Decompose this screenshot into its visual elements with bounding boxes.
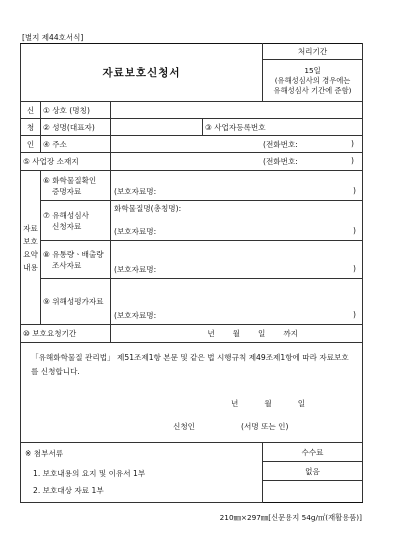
summary-item-label-4 bbox=[41, 279, 111, 325]
workplace-phone-label: (전화번호: bbox=[263, 157, 298, 166]
signature-label: (서명 또는 인) bbox=[241, 422, 289, 431]
processing-period-days: 15일 bbox=[304, 65, 321, 75]
protection-period-label: ⑩ 보호요청기간 bbox=[21, 325, 111, 343]
processing-period-value bbox=[263, 60, 363, 102]
summary-item-2-line2: 신청자료 bbox=[52, 221, 82, 231]
declaration-year: 년 bbox=[231, 399, 239, 408]
applicant-side-1: 신 bbox=[21, 102, 41, 119]
summary-side-4: 내용 bbox=[23, 262, 38, 272]
summary-item-1-data-name: (보호자료명: bbox=[114, 187, 157, 196]
summary-item-4-close: ) bbox=[353, 310, 357, 319]
summary-item-4-data-name: (보호자료명: bbox=[114, 311, 157, 320]
summary-item-1-line1: ⑥ 화학물질확인 bbox=[43, 175, 97, 185]
protection-period-until: 까지 bbox=[283, 329, 299, 338]
declaration-date[interactable] bbox=[231, 398, 305, 409]
trade-name-field[interactable] bbox=[111, 102, 363, 119]
address-phone-close: ) bbox=[351, 138, 355, 148]
protection-period-field[interactable] bbox=[111, 325, 363, 343]
fee-value: 없음 bbox=[263, 462, 363, 481]
processing-period-label: 처리기간 bbox=[263, 44, 363, 60]
summary-side-2: 보호 bbox=[23, 236, 38, 246]
summary-item-label-3 bbox=[41, 241, 111, 279]
applicant-label: 신청인 bbox=[173, 422, 196, 431]
applicant-side-3: 인 bbox=[21, 136, 41, 153]
summary-side-1: 자료 bbox=[23, 223, 38, 233]
declaration-day: 일 bbox=[297, 399, 306, 408]
summary-item-1-line2: 증명자료 bbox=[52, 186, 82, 196]
summary-item-2-data-name: (보호자료명: bbox=[114, 227, 157, 236]
summary-item-field-3[interactable] bbox=[111, 241, 363, 279]
address-phone-label: (전화번호: bbox=[263, 139, 298, 149]
form-title: 자료보호신청서 bbox=[21, 44, 263, 102]
summary-item-2-chemical-name: 화학물질명(총칭명): bbox=[114, 204, 182, 213]
workplace-phone-close: ) bbox=[351, 156, 355, 165]
workplace-field[interactable] bbox=[111, 153, 363, 171]
attachments-cell bbox=[21, 443, 263, 503]
declaration-text: 「유해화학물질 관리법」 제51조제1항 본문 및 같은 법 시행규칙 제49조제1항에 따라 자료보호를 신청합니다. bbox=[31, 353, 349, 376]
summary-item-3-close: ) bbox=[353, 264, 357, 273]
summary-item-3-line2: 조사자료 bbox=[52, 260, 82, 270]
protection-period-month: 월 bbox=[232, 329, 240, 338]
summary-side-3: 요약 bbox=[23, 249, 38, 259]
attachment-item-2: 2. 보호대상 자료 1부 bbox=[33, 486, 104, 495]
summary-item-1-close: ) bbox=[353, 186, 357, 195]
summary-item-2-line1: ⑦ 유해성심사 bbox=[43, 210, 89, 220]
summary-item-field-1[interactable] bbox=[111, 171, 363, 201]
representative-name-label: ② 성명(대표자) bbox=[41, 119, 111, 136]
summary-item-field-4[interactable] bbox=[111, 279, 363, 325]
protection-period-year: 년 bbox=[207, 329, 215, 338]
attachment-item-1: 1. 보호내용의 요지 및 이유서 1부 bbox=[33, 469, 146, 478]
summary-item-label-2 bbox=[41, 201, 111, 241]
business-reg-no-cell[interactable] bbox=[203, 119, 363, 136]
attachments-header: ※ 첨부서류 bbox=[25, 449, 64, 458]
summary-item-label-1 bbox=[41, 171, 111, 201]
processing-period-note-1: (유해성심사의 경우에는 bbox=[274, 75, 351, 85]
summary-item-2-close: ) bbox=[353, 226, 357, 235]
declaration-cell bbox=[21, 343, 363, 443]
summary-item-4-line1: ⑨ 위해성평가자료 bbox=[43, 297, 104, 306]
applicant-side-2: 청 bbox=[21, 119, 41, 136]
summary-section-label bbox=[21, 171, 41, 325]
business-reg-no-label: ③ 사업자등록번호 bbox=[205, 122, 266, 132]
paper-spec-footer: 210㎜×297㎜[신문용지 54g/㎡(재활용품)] bbox=[219, 513, 362, 522]
summary-item-field-2[interactable] bbox=[111, 201, 363, 241]
address-label: ④ 주소 bbox=[41, 136, 111, 153]
representative-name-field[interactable] bbox=[111, 119, 203, 136]
trade-name-label: ① 상호 (명칭) bbox=[41, 102, 111, 119]
form-number-label: [별지 제44호서식] bbox=[22, 33, 84, 42]
processing-period-note-2: 유해성심사 기간에 준함) bbox=[273, 85, 352, 95]
fee-empty-cell bbox=[263, 481, 363, 503]
declaration-month: 월 bbox=[264, 399, 272, 408]
protection-application-form bbox=[20, 43, 363, 503]
address-field[interactable] bbox=[111, 136, 363, 153]
fee-label: 수수료 bbox=[263, 443, 363, 462]
summary-item-3-data-name: (보호자료명: bbox=[114, 265, 157, 274]
workplace-label: ⑤ 사업장 소재지 bbox=[21, 153, 111, 171]
applicant-signature-line[interactable] bbox=[173, 421, 288, 432]
summary-item-3-line1: ⑧ 유통량ㆍ배출량 bbox=[43, 249, 104, 259]
protection-period-day: 일 bbox=[258, 329, 266, 338]
